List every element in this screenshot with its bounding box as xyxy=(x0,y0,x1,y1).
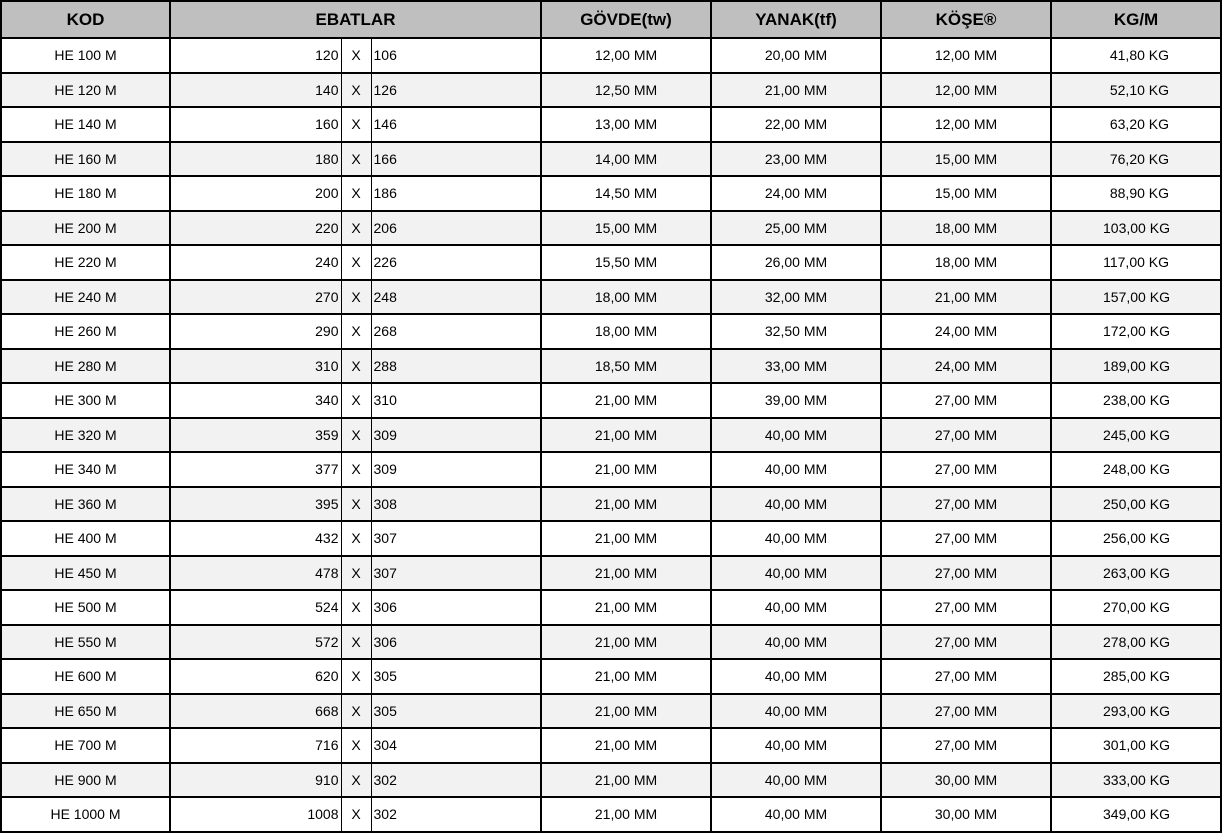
cell-yanak: 40,00 MM xyxy=(711,452,881,487)
cell-kose: 24,00 MM xyxy=(881,349,1051,384)
cell-kgm xyxy=(1051,452,1221,487)
header-ebatlar: EBATLAR xyxy=(170,1,541,38)
table-row xyxy=(1,694,1221,729)
cell-kod: HE 650 M xyxy=(1,694,170,729)
cell-kgm xyxy=(1051,142,1221,177)
cell-kod: HE 360 M xyxy=(1,487,170,522)
cell-kose: 27,00 MM xyxy=(881,521,1051,556)
cell-dim-x: X xyxy=(341,383,371,418)
cell-dim-a: 432 xyxy=(170,521,341,556)
cell-yanak: 23,00 MM xyxy=(711,142,881,177)
table-row xyxy=(1,625,1221,660)
cell-kod: HE 280 M xyxy=(1,349,170,384)
cell-yanak: 40,00 MM xyxy=(711,728,881,763)
cell-dim-b: 226 xyxy=(371,245,541,280)
header-govde: GÖVDE(tw) xyxy=(541,1,711,38)
cell-kod: HE 320 M xyxy=(1,418,170,453)
cell-kgm xyxy=(1051,245,1221,280)
cell-dim-b: 309 xyxy=(371,418,541,453)
cell-dim-a: 220 xyxy=(170,211,341,246)
cell-kgm xyxy=(1051,280,1221,315)
cell-kose: 18,00 MM xyxy=(881,245,1051,280)
cell-kgm xyxy=(1051,659,1221,694)
table-row xyxy=(1,590,1221,625)
cell-kod: HE 180 M xyxy=(1,176,170,211)
cell-dim-a: 359 xyxy=(170,418,341,453)
table-row xyxy=(1,521,1221,556)
kgm-value: 238,00 KG xyxy=(1103,392,1170,409)
cell-yanak: 24,00 MM xyxy=(711,176,881,211)
cell-dim-a: 310 xyxy=(170,349,341,384)
cell-dim-a: 572 xyxy=(170,625,341,660)
cell-dim-b: 306 xyxy=(371,625,541,660)
cell-dim-b: 146 xyxy=(371,107,541,142)
cell-kose: 27,00 MM xyxy=(881,487,1051,522)
cell-yanak: 40,00 MM xyxy=(711,556,881,591)
cell-kod: HE 500 M xyxy=(1,590,170,625)
cell-kod: HE 160 M xyxy=(1,142,170,177)
cell-kod: HE 260 M xyxy=(1,314,170,349)
cell-kgm xyxy=(1051,521,1221,556)
cell-yanak: 32,00 MM xyxy=(711,280,881,315)
cell-kgm xyxy=(1051,556,1221,591)
kgm-value: 248,00 KG xyxy=(1103,461,1170,478)
cell-kose: 27,00 MM xyxy=(881,383,1051,418)
cell-dim-b: 166 xyxy=(371,142,541,177)
cell-dim-x: X xyxy=(341,625,371,660)
cell-dim-b: 305 xyxy=(371,659,541,694)
cell-dim-x: X xyxy=(341,487,371,522)
cell-kose: 15,00 MM xyxy=(881,176,1051,211)
cell-kose: 27,00 MM xyxy=(881,728,1051,763)
cell-yanak: 40,00 MM xyxy=(711,625,881,660)
cell-govde: 21,00 MM xyxy=(541,590,711,625)
cell-kose: 27,00 MM xyxy=(881,418,1051,453)
cell-kose: 27,00 MM xyxy=(881,452,1051,487)
cell-dim-x: X xyxy=(341,521,371,556)
cell-yanak: 40,00 MM xyxy=(711,418,881,453)
cell-dim-x: X xyxy=(341,211,371,246)
cell-kod: HE 600 M xyxy=(1,659,170,694)
table-row xyxy=(1,349,1221,384)
cell-kod: HE 140 M xyxy=(1,107,170,142)
kgm-value: 333,00 KG xyxy=(1103,771,1170,788)
table-row xyxy=(1,797,1221,832)
cell-yanak: 26,00 MM xyxy=(711,245,881,280)
table-row xyxy=(1,107,1221,142)
kgm-value: 189,00 KG xyxy=(1103,357,1170,374)
cell-yanak: 20,00 MM xyxy=(711,38,881,73)
table-row xyxy=(1,418,1221,453)
cell-dim-a: 340 xyxy=(170,383,341,418)
cell-kod: HE 1000 M xyxy=(1,797,170,832)
cell-dim-a: 120 xyxy=(170,38,341,73)
cell-kgm xyxy=(1051,590,1221,625)
cell-dim-a: 180 xyxy=(170,142,341,177)
cell-govde: 21,00 MM xyxy=(541,521,711,556)
cell-kgm xyxy=(1051,797,1221,832)
cell-kod: HE 400 M xyxy=(1,521,170,556)
header-row xyxy=(1,1,1221,38)
cell-yanak: 40,00 MM xyxy=(711,694,881,729)
cell-kod: HE 900 M xyxy=(1,763,170,798)
cell-kgm xyxy=(1051,487,1221,522)
header-kose: KÖŞE® xyxy=(881,1,1051,38)
cell-kod: HE 700 M xyxy=(1,728,170,763)
cell-kod: HE 120 M xyxy=(1,73,170,108)
kgm-value: 245,00 KG xyxy=(1103,426,1170,443)
table-row xyxy=(1,556,1221,591)
cell-govde: 21,00 MM xyxy=(541,694,711,729)
cell-dim-x: X xyxy=(341,176,371,211)
cell-kose: 12,00 MM xyxy=(881,38,1051,73)
cell-kgm xyxy=(1051,694,1221,729)
cell-dim-a: 290 xyxy=(170,314,341,349)
table-row xyxy=(1,383,1221,418)
cell-dim-b: 310 xyxy=(371,383,541,418)
cell-govde: 18,50 MM xyxy=(541,349,711,384)
cell-govde: 21,00 MM xyxy=(541,452,711,487)
cell-dim-a: 270 xyxy=(170,280,341,315)
cell-dim-x: X xyxy=(341,107,371,142)
table-row xyxy=(1,211,1221,246)
cell-dim-b: 307 xyxy=(371,521,541,556)
kgm-value: 63,20 KG xyxy=(1109,116,1170,133)
cell-kose: 27,00 MM xyxy=(881,659,1051,694)
cell-kose: 27,00 MM xyxy=(881,625,1051,660)
cell-kose: 12,00 MM xyxy=(881,107,1051,142)
cell-dim-b: 248 xyxy=(371,280,541,315)
cell-dim-b: 268 xyxy=(371,314,541,349)
cell-govde: 21,00 MM xyxy=(541,728,711,763)
cell-govde: 12,00 MM xyxy=(541,38,711,73)
cell-govde: 21,00 MM xyxy=(541,659,711,694)
cell-dim-b: 305 xyxy=(371,694,541,729)
cell-dim-x: X xyxy=(341,280,371,315)
cell-yanak: 40,00 MM xyxy=(711,521,881,556)
cell-dim-x: X xyxy=(341,694,371,729)
cell-kgm xyxy=(1051,728,1221,763)
header-yanak: YANAK(tf) xyxy=(711,1,881,38)
kgm-value: 293,00 KG xyxy=(1103,702,1170,719)
cell-dim-b: 309 xyxy=(371,452,541,487)
header-kod: KOD xyxy=(1,1,170,38)
cell-dim-b: 126 xyxy=(371,73,541,108)
cell-govde: 15,00 MM xyxy=(541,211,711,246)
kgm-value: 52,10 KG xyxy=(1109,81,1170,98)
cell-dim-x: X xyxy=(341,797,371,832)
cell-kgm xyxy=(1051,211,1221,246)
cell-govde: 13,00 MM xyxy=(541,107,711,142)
cell-yanak: 22,00 MM xyxy=(711,107,881,142)
cell-dim-a: 160 xyxy=(170,107,341,142)
cell-yanak: 33,00 MM xyxy=(711,349,881,384)
kgm-value: 278,00 KG xyxy=(1103,633,1170,650)
table-row xyxy=(1,487,1221,522)
kgm-value: 349,00 KG xyxy=(1103,806,1170,823)
cell-yanak: 25,00 MM xyxy=(711,211,881,246)
table-row xyxy=(1,73,1221,108)
table-row xyxy=(1,176,1221,211)
kgm-value: 76,20 KG xyxy=(1109,150,1170,167)
cell-kgm xyxy=(1051,176,1221,211)
cell-yanak: 40,00 MM xyxy=(711,590,881,625)
cell-dim-x: X xyxy=(341,659,371,694)
kgm-value: 263,00 KG xyxy=(1103,564,1170,581)
cell-dim-a: 910 xyxy=(170,763,341,798)
cell-kgm xyxy=(1051,38,1221,73)
cell-kose: 27,00 MM xyxy=(881,590,1051,625)
kgm-value: 250,00 KG xyxy=(1103,495,1170,512)
cell-dim-x: X xyxy=(341,418,371,453)
cell-kod: HE 340 M xyxy=(1,452,170,487)
cell-dim-a: 395 xyxy=(170,487,341,522)
cell-dim-x: X xyxy=(341,73,371,108)
cell-kgm xyxy=(1051,73,1221,108)
cell-kose: 18,00 MM xyxy=(881,211,1051,246)
cell-dim-a: 524 xyxy=(170,590,341,625)
cell-yanak: 21,00 MM xyxy=(711,73,881,108)
table-row xyxy=(1,280,1221,315)
cell-dim-b: 206 xyxy=(371,211,541,246)
cell-dim-b: 106 xyxy=(371,38,541,73)
cell-dim-x: X xyxy=(341,728,371,763)
cell-dim-a: 1008 xyxy=(170,797,341,832)
cell-kose: 30,00 MM xyxy=(881,763,1051,798)
cell-dim-x: X xyxy=(341,142,371,177)
cell-govde: 21,00 MM xyxy=(541,383,711,418)
table-row xyxy=(1,763,1221,798)
table-row xyxy=(1,142,1221,177)
cell-govde: 14,00 MM xyxy=(541,142,711,177)
cell-kod: HE 300 M xyxy=(1,383,170,418)
cell-yanak: 40,00 MM xyxy=(711,487,881,522)
cell-govde: 12,50 MM xyxy=(541,73,711,108)
table-row xyxy=(1,314,1221,349)
cell-govde: 21,00 MM xyxy=(541,418,711,453)
cell-dim-b: 302 xyxy=(371,763,541,798)
cell-kod: HE 550 M xyxy=(1,625,170,660)
cell-kose: 30,00 MM xyxy=(881,797,1051,832)
table-row xyxy=(1,38,1221,73)
cell-yanak: 39,00 MM xyxy=(711,383,881,418)
table-body xyxy=(1,38,1221,832)
cell-dim-x: X xyxy=(341,245,371,280)
kgm-value: 41,80 KG xyxy=(1109,47,1170,64)
kgm-value: 270,00 KG xyxy=(1103,599,1170,616)
cell-dim-b: 308 xyxy=(371,487,541,522)
cell-dim-a: 716 xyxy=(170,728,341,763)
kgm-value: 301,00 KG xyxy=(1103,737,1170,754)
cell-kose: 15,00 MM xyxy=(881,142,1051,177)
cell-yanak: 40,00 MM xyxy=(711,763,881,798)
cell-kgm xyxy=(1051,349,1221,384)
cell-dim-x: X xyxy=(341,590,371,625)
cell-dim-x: X xyxy=(341,314,371,349)
table-row xyxy=(1,728,1221,763)
cell-kgm xyxy=(1051,383,1221,418)
table-row xyxy=(1,452,1221,487)
cell-govde: 18,00 MM xyxy=(541,314,711,349)
cell-dim-b: 302 xyxy=(371,797,541,832)
cell-dim-a: 478 xyxy=(170,556,341,591)
cell-yanak: 40,00 MM xyxy=(711,797,881,832)
cell-dim-a: 620 xyxy=(170,659,341,694)
cell-dim-b: 288 xyxy=(371,349,541,384)
cell-dim-b: 304 xyxy=(371,728,541,763)
cell-govde: 14,50 MM xyxy=(541,176,711,211)
cell-kose: 24,00 MM xyxy=(881,314,1051,349)
cell-dim-x: X xyxy=(341,38,371,73)
cell-govde: 21,00 MM xyxy=(541,625,711,660)
cell-dim-a: 140 xyxy=(170,73,341,108)
cell-kgm xyxy=(1051,107,1221,142)
cell-kgm xyxy=(1051,418,1221,453)
kgm-value: 117,00 KG xyxy=(1103,254,1170,271)
cell-kod: HE 240 M xyxy=(1,280,170,315)
cell-dim-a: 240 xyxy=(170,245,341,280)
cell-dim-x: X xyxy=(341,349,371,384)
cell-govde: 21,00 MM xyxy=(541,797,711,832)
cell-dim-a: 200 xyxy=(170,176,341,211)
cell-dim-b: 306 xyxy=(371,590,541,625)
cell-kod: HE 450 M xyxy=(1,556,170,591)
cell-yanak: 32,50 MM xyxy=(711,314,881,349)
cell-kgm xyxy=(1051,763,1221,798)
header-kgm: KG/M xyxy=(1051,1,1221,38)
cell-kose: 21,00 MM xyxy=(881,280,1051,315)
cell-dim-x: X xyxy=(341,452,371,487)
kgm-value: 88,90 KG xyxy=(1109,185,1170,202)
table-row xyxy=(1,659,1221,694)
kgm-value: 172,00 KG xyxy=(1103,323,1170,340)
kgm-value: 285,00 KG xyxy=(1103,668,1170,685)
table-row xyxy=(1,245,1221,280)
cell-kgm xyxy=(1051,625,1221,660)
cell-kose: 27,00 MM xyxy=(881,694,1051,729)
kgm-value: 256,00 KG xyxy=(1103,530,1170,547)
cell-yanak: 40,00 MM xyxy=(711,659,881,694)
cell-govde: 21,00 MM xyxy=(541,763,711,798)
cell-kod: HE 100 M xyxy=(1,38,170,73)
cell-dim-b: 307 xyxy=(371,556,541,591)
cell-kose: 27,00 MM xyxy=(881,556,1051,591)
cell-dim-a: 668 xyxy=(170,694,341,729)
cell-dim-a: 377 xyxy=(170,452,341,487)
cell-kod: HE 220 M xyxy=(1,245,170,280)
cell-govde: 21,00 MM xyxy=(541,556,711,591)
cell-dim-b: 186 xyxy=(371,176,541,211)
cell-kgm xyxy=(1051,314,1221,349)
cell-govde: 18,00 MM xyxy=(541,280,711,315)
cell-govde: 21,00 MM xyxy=(541,487,711,522)
cell-govde: 15,50 MM xyxy=(541,245,711,280)
cell-dim-x: X xyxy=(341,763,371,798)
cell-kod: HE 200 M xyxy=(1,211,170,246)
cell-kose: 12,00 MM xyxy=(881,73,1051,108)
kgm-value: 157,00 KG xyxy=(1103,288,1170,305)
cell-dim-x: X xyxy=(341,556,371,591)
kgm-value: 103,00 KG xyxy=(1103,219,1170,236)
